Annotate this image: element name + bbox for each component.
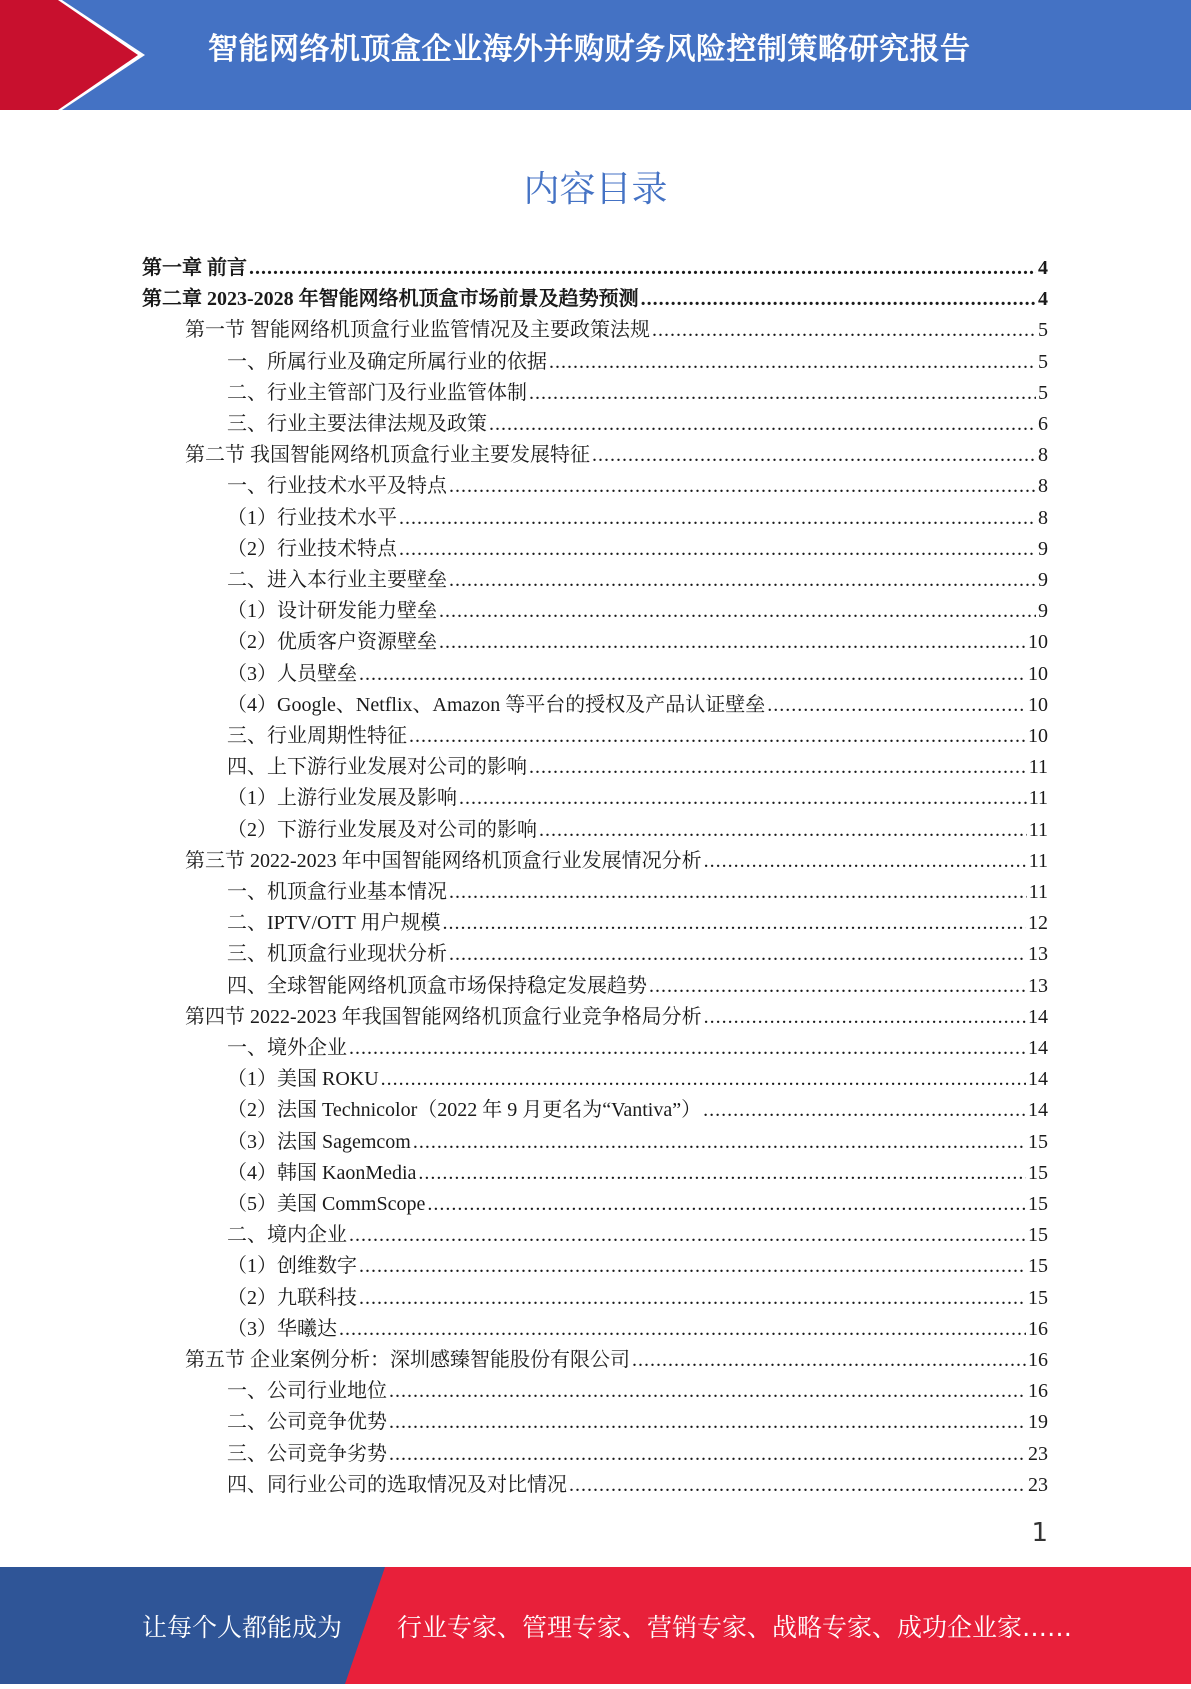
toc-entry-page: 5 xyxy=(1038,319,1048,342)
toc-entry-title: 二、进入本行业主要壁垒 xyxy=(227,569,447,591)
toc-entry[interactable] xyxy=(227,815,1048,846)
toc-entry-title: （4）韩国 KaonMedia xyxy=(227,1161,417,1184)
toc-entry-page: 10 xyxy=(1028,631,1048,654)
toc-entry-page: 11 xyxy=(1028,787,1048,810)
toc-leader-dots xyxy=(649,971,1026,1002)
toc-leader-dots xyxy=(389,1376,1026,1407)
toc-entry[interactable] xyxy=(227,1095,1048,1126)
toc-entry-title: （2）优质客户资源壁垒 xyxy=(227,631,437,654)
toc-entry-page: 10 xyxy=(1028,662,1048,685)
toc-entry[interactable] xyxy=(227,1064,1048,1095)
toc-entry-page: 9 xyxy=(1038,537,1048,560)
toc-entry[interactable] xyxy=(227,939,1048,970)
toc-leader-dots xyxy=(349,1220,1026,1251)
toc-leader-dots xyxy=(549,347,1036,378)
toc-leader-dots xyxy=(439,627,1026,658)
toc-entry-title: 二、行业主管部门及行业监管体制 xyxy=(227,381,527,404)
toc-leader-dots xyxy=(489,409,1036,440)
toc-leader-dots xyxy=(439,596,1036,627)
toc-entry-title: 一、公司行业地位 xyxy=(227,1380,387,1403)
toc-entry-page: 14 xyxy=(1028,1068,1048,1091)
toc-leader-dots xyxy=(249,253,1036,284)
toc-entry[interactable] xyxy=(227,1470,1048,1501)
toc-leader-dots xyxy=(359,659,1026,690)
toc-entry[interactable] xyxy=(227,1439,1048,1470)
toc-entry-page: 13 xyxy=(1028,943,1048,966)
toc-entry[interactable] xyxy=(227,1033,1048,1064)
toc-entry-title: 第二章 2023-2028 年智能网络机顶盒市场前景及趋势预测 xyxy=(142,288,639,311)
toc-entry[interactable] xyxy=(142,253,1048,284)
toc-entry-title: （4）Google、Netflix、Amazon 等平台的授权及产品认证壁垒 xyxy=(227,693,766,716)
toc-entry-page: 5 xyxy=(1038,350,1048,373)
toc-entry-page: 8 xyxy=(1038,506,1048,529)
toc-leader-dots xyxy=(443,908,1026,939)
toc-entry[interactable] xyxy=(227,534,1048,565)
toc-entry-title: 第三节 2022-2023 年中国智能网络机顶盒行业发展情况分析 xyxy=(185,849,702,872)
toc-entry-page: 10 xyxy=(1028,693,1048,716)
toc-entry[interactable] xyxy=(185,1345,1048,1376)
toc-leader-dots xyxy=(349,1033,1026,1064)
toc-entry-page: 8 xyxy=(1038,444,1048,467)
toc-entry-page: 16 xyxy=(1028,1317,1048,1340)
toc-entry-page: 4 xyxy=(1038,257,1048,279)
toc-leader-dots xyxy=(399,534,1036,565)
toc-leader-dots xyxy=(529,378,1036,409)
page-number: 1 xyxy=(1031,1518,1048,1548)
toc-entry-page: 11 xyxy=(1028,881,1048,903)
toc-entry-title: 第五节 企业案例分析：深圳感臻智能股份有限公司 xyxy=(185,1349,630,1371)
toc-entry[interactable] xyxy=(185,846,1048,877)
toc-entry-title: （2）下游行业发展及对公司的影响 xyxy=(227,818,537,841)
toc-entry-title: 第一章 前言 xyxy=(142,257,247,279)
toc-leader-dots xyxy=(632,1345,1026,1376)
toc-entry[interactable] xyxy=(227,877,1048,908)
toc-entry[interactable] xyxy=(227,721,1048,752)
toc-entry-title: （3）法国 Sagemcom xyxy=(227,1130,411,1153)
toc-entry-title: 三、公司竞争劣势 xyxy=(227,1442,387,1465)
toc-entry[interactable] xyxy=(227,1220,1048,1251)
toc-entry-page: 15 xyxy=(1028,1193,1048,1215)
toc-entry-page: 15 xyxy=(1028,1224,1048,1247)
toc-entry[interactable] xyxy=(227,783,1048,814)
toc-entry-page: 15 xyxy=(1028,1255,1048,1278)
toc-entry-page: 5 xyxy=(1038,381,1048,404)
toc-leader-dots xyxy=(399,503,1036,534)
toc-entry-page: 14 xyxy=(1028,1037,1048,1059)
toc-entry[interactable] xyxy=(142,284,1048,315)
toc-entry[interactable] xyxy=(227,627,1048,658)
toc-entry-title: 二、境内企业 xyxy=(227,1224,347,1247)
toc-leader-dots xyxy=(359,1283,1026,1314)
toc-entry-page: 14 xyxy=(1028,1099,1048,1122)
toc-entry-title: 三、行业周期性特征 xyxy=(227,725,407,747)
toc-entry-title: （3）人员壁垒 xyxy=(227,662,357,685)
toc-entry-title: 四、上下游行业发展对公司的影响 xyxy=(227,756,527,779)
toc-entry-page: 15 xyxy=(1028,1286,1048,1309)
toc-entry-title: 二、IPTV/OTT 用户规模 xyxy=(227,912,441,935)
toc-entry-title: 第一节 智能网络机顶盒行业监管情况及主要政策法规 xyxy=(185,319,650,342)
toc-entry[interactable] xyxy=(227,1127,1048,1158)
toc-leader-dots xyxy=(449,471,1036,502)
toc-leader-dots xyxy=(449,939,1026,970)
toc-entry-title: 四、同行业公司的选取情况及对比情况 xyxy=(227,1473,567,1496)
toc-entry[interactable] xyxy=(227,409,1048,440)
toc-entry[interactable] xyxy=(227,908,1048,939)
page-header xyxy=(0,0,1191,110)
toc-entry-page: 11 xyxy=(1028,756,1048,779)
toc-entry[interactable] xyxy=(227,1158,1048,1189)
toc-entry[interactable] xyxy=(227,1376,1048,1407)
toc-leader-dots xyxy=(413,1127,1026,1158)
toc-entry[interactable] xyxy=(227,1283,1048,1314)
toc-leader-dots xyxy=(418,1158,1026,1189)
toc-leader-dots xyxy=(459,783,1027,814)
toc-title: 内容目录 xyxy=(523,169,668,210)
toc-entry-title: 第四节 2022-2023 年我国智能网络机顶盒行业竞争格局分析 xyxy=(185,1005,702,1028)
toc-entry-page: 12 xyxy=(1028,912,1048,935)
toc-entry-title: 一、所属行业及确定所属行业的依据 xyxy=(227,350,547,373)
toc-entry-page: 9 xyxy=(1038,600,1048,623)
footer-slogan-left: 让每个人都能成为 xyxy=(142,1613,343,1642)
toc-entry[interactable] xyxy=(227,1314,1048,1345)
toc-entry-title: （1）美国 ROKU xyxy=(227,1068,379,1091)
page-footer xyxy=(0,1567,1191,1684)
toc-entry-title: （2）法国 Technicolor（2022 年 9 月更名为“Vantiva”） xyxy=(227,1099,702,1122)
toc-entry[interactable] xyxy=(227,471,1048,502)
toc-leader-dots xyxy=(529,752,1027,783)
toc-entry[interactable] xyxy=(227,503,1048,534)
footer-slogan-right: 行业专家、管理专家、营销专家、战略专家、成功企业家…… xyxy=(397,1613,1073,1642)
toc-entry-page: 6 xyxy=(1038,413,1048,435)
toc-entry-title: （5）美国 CommScope xyxy=(227,1193,426,1215)
toc-entry-page: 16 xyxy=(1028,1380,1048,1403)
toc-leader-dots xyxy=(359,1251,1026,1282)
toc-entry-title: （1）上游行业发展及影响 xyxy=(227,787,457,810)
toc-entry[interactable] xyxy=(227,690,1048,721)
toc-entry-page: 23 xyxy=(1028,1442,1048,1465)
toc-entry-page: 14 xyxy=(1028,1005,1048,1028)
toc-entry-page: 9 xyxy=(1038,569,1048,591)
toc-entry-title: 一、行业技术水平及特点 xyxy=(227,475,447,498)
toc-entry-page: 15 xyxy=(1028,1130,1048,1153)
toc-entry-title: （3）华曦达 xyxy=(227,1317,337,1340)
toc-entry[interactable] xyxy=(227,1189,1048,1220)
toc-entry-title: 一、境外企业 xyxy=(227,1037,347,1059)
toc-leader-dots xyxy=(652,315,1036,346)
toc-entry-page: 16 xyxy=(1028,1349,1048,1371)
toc-entry-title: 一、机顶盒行业基本情况 xyxy=(227,881,447,903)
toc-entry-title: （2）九联科技 xyxy=(227,1286,357,1309)
toc-entry-title: 三、机顶盒行业现状分析 xyxy=(227,943,447,966)
toc-leader-dots xyxy=(427,1189,1026,1220)
toc-entry[interactable] xyxy=(185,315,1048,346)
toc-leader-dots xyxy=(449,877,1027,908)
toc-leader-dots xyxy=(569,1470,1026,1501)
toc-entry-title: 四、全球智能网络机顶盒市场保持稳定发展趋势 xyxy=(227,974,647,997)
toc-entry[interactable] xyxy=(185,1002,1048,1033)
toc-entry-title: 第二节 我国智能网络机顶盒行业主要发展特征 xyxy=(185,444,590,467)
toc-leader-dots xyxy=(641,284,1036,315)
header-chevron-decoration xyxy=(0,0,160,110)
toc-entry-page: 23 xyxy=(1028,1473,1048,1496)
toc-entry-title: （2）行业技术特点 xyxy=(227,537,397,560)
toc-entry-title: 二、公司竞争优势 xyxy=(227,1411,387,1434)
toc-leader-dots xyxy=(704,846,1027,877)
toc-leader-dots xyxy=(539,815,1027,846)
toc-entry[interactable] xyxy=(227,1251,1048,1282)
toc-entry[interactable] xyxy=(227,596,1048,627)
toc-entry-title: （1）创维数字 xyxy=(227,1255,357,1278)
toc-entry-page: 15 xyxy=(1028,1161,1048,1184)
toc-entry-page: 11 xyxy=(1028,849,1048,872)
toc-leader-dots xyxy=(381,1064,1026,1095)
toc-leader-dots xyxy=(409,721,1026,752)
toc-leader-dots xyxy=(389,1407,1026,1438)
toc-entry[interactable] xyxy=(227,347,1048,378)
toc-entry[interactable] xyxy=(185,440,1048,471)
toc-entry[interactable] xyxy=(227,1407,1048,1438)
toc-entry-page: 11 xyxy=(1028,818,1048,841)
toc-entry-page: 8 xyxy=(1038,475,1048,498)
toc-entry[interactable] xyxy=(227,378,1048,409)
toc-entry-page: 13 xyxy=(1028,974,1048,997)
toc-entry[interactable] xyxy=(227,971,1048,1002)
toc-entry-title: 三、行业主要法律法规及政策 xyxy=(227,413,487,435)
toc-entry-page: 19 xyxy=(1028,1411,1048,1434)
toc-entry-page: 10 xyxy=(1028,725,1048,747)
toc-leader-dots xyxy=(592,440,1036,471)
toc-entry[interactable] xyxy=(227,659,1048,690)
report-title: 智能网络机顶盒企业海外并购财务风险控制策略研究报告 xyxy=(208,32,971,67)
toc-entry-page: 4 xyxy=(1038,288,1048,311)
toc-entry-title: （1）行业技术水平 xyxy=(227,506,397,529)
toc-entry[interactable] xyxy=(227,752,1048,783)
toc-leader-dots xyxy=(767,690,1026,721)
toc-entry-title: （1）设计研发能力壁垒 xyxy=(227,600,437,623)
toc-leader-dots xyxy=(389,1439,1026,1470)
toc-leader-dots xyxy=(704,1002,1026,1033)
toc-leader-dots xyxy=(703,1095,1026,1126)
toc-leader-dots xyxy=(449,565,1036,596)
toc-entry[interactable] xyxy=(227,565,1048,596)
toc-leader-dots xyxy=(339,1314,1026,1345)
